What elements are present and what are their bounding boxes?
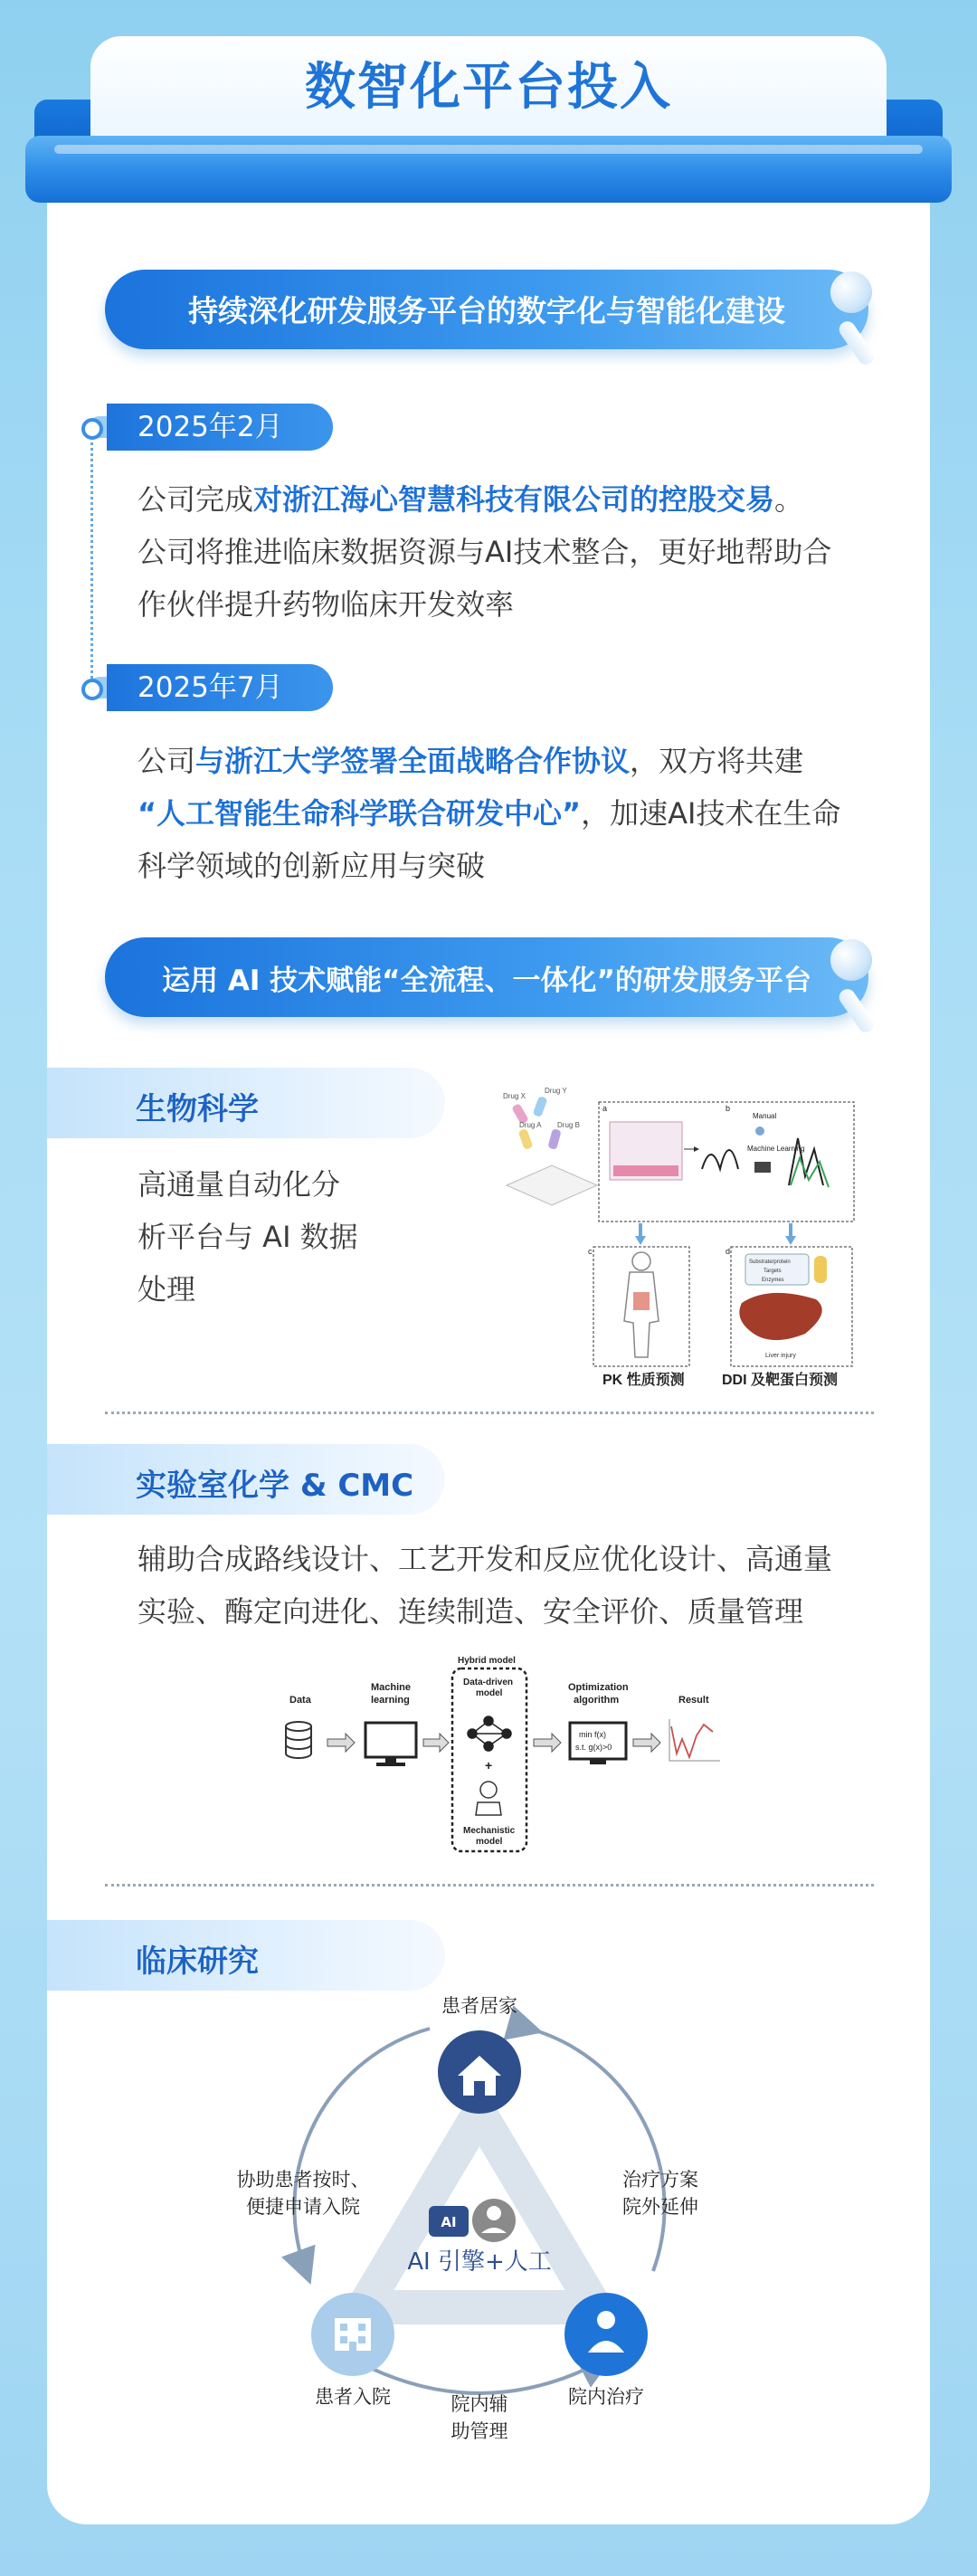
svg-text:Drug A: Drug A <box>519 1121 542 1129</box>
svg-text:协助患者按时、: 协助患者按时、 <box>236 2169 370 2191</box>
svg-text:助管理: 助管理 <box>451 2420 508 2442</box>
timeline-dot <box>81 418 103 440</box>
svg-text:Mechanistic: Mechanistic <box>463 1826 516 1836</box>
svg-text:Targets: Targets <box>764 1269 782 1274</box>
timeline-text-feb: 公司完成对浙江海心智慧科技有限公司的控股交易。 公司将推进临床数据资源与AI技术整合，更好地帮助合 作伙伴提升药物临床开发效率 <box>138 482 832 622</box>
svg-text:Liver injury: Liver injury <box>765 1353 796 1359</box>
timeline-dot <box>81 679 103 700</box>
svg-text:Drug B: Drug B <box>557 1121 580 1129</box>
bio-description: 高通量自动化分 析平台与 AI 数据 处理 <box>138 1167 358 1307</box>
svg-text:+: + <box>485 1758 493 1773</box>
date-tag-jul: 2025年7月 <box>107 664 333 711</box>
svg-text:algorithm: algorithm <box>574 1695 620 1706</box>
svg-text:Manual: Manual <box>753 1112 777 1120</box>
date-tag-feb: 2025年2月 <box>107 404 333 451</box>
arc-mgmt <box>357 2362 602 2393</box>
svg-text:Machine Learning: Machine Learning <box>747 1145 805 1153</box>
svg-text:便捷申请入院: 便捷申请入院 <box>246 2196 360 2218</box>
svg-text:AI: AI <box>441 2214 457 2230</box>
scientist-icon <box>476 1782 501 1815</box>
timeline-line <box>90 427 93 689</box>
svg-text:a: a <box>602 1104 608 1113</box>
svg-text:c: c <box>588 1247 593 1256</box>
svg-text:s.t. g(x)>0: s.t. g(x)>0 <box>575 1743 612 1752</box>
liver-icon <box>739 1293 821 1340</box>
clinical-cycle-diagram <box>208 1982 769 2470</box>
neural-network-icon <box>468 1716 511 1751</box>
svg-text:Hybrid model: Hybrid model <box>458 1656 516 1666</box>
treat-node <box>564 2293 648 2376</box>
svg-text:院内治疗: 院内治疗 <box>568 2386 644 2408</box>
svg-text:Data-driven: Data-driven <box>463 1678 514 1687</box>
category-label-clinical: 临床研究 <box>136 1944 259 1980</box>
cmc-figure <box>271 1652 733 1857</box>
svg-text:患者居家: 患者居家 <box>441 1995 517 2017</box>
svg-text:Result: Result <box>678 1695 709 1706</box>
cmc-description: 辅助合成路线设计、工艺开发和反应优化设计、高通量 实验、酶定向进化、连续制造、安全评价、质量管理 <box>138 1542 833 1629</box>
svg-text:b: b <box>726 1104 731 1113</box>
svg-text:d: d <box>726 1247 731 1256</box>
section-heading-digital: 持续深化研发服务平台的数字化与智能化建设 <box>188 293 785 328</box>
pin-ball-icon <box>830 939 872 981</box>
svg-text:治疗方案: 治疗方案 <box>622 2169 698 2191</box>
timeline-text-jul: 公司与浙江大学签署全面战略合作协议，双方将共建 “人工智能生命科学联合研发中心”，加速AI技术在生命 科学领域的创新应用与突破 <box>138 744 841 883</box>
svg-text:院外延伸: 院外延伸 <box>622 2196 698 2218</box>
svg-text:min f(x): min f(x) <box>579 1730 606 1739</box>
svg-text:院内辅: 院内辅 <box>451 2393 508 2415</box>
svg-text:Drug Y: Drug Y <box>545 1087 567 1095</box>
formula-screen <box>570 1723 626 1759</box>
svg-text:Data: Data <box>289 1695 311 1706</box>
pin-ball-icon <box>830 271 872 313</box>
arrow-icon <box>327 1734 355 1752</box>
svg-text:learning: learning <box>371 1695 410 1706</box>
banner-shine <box>54 145 923 154</box>
result-curve <box>671 1725 713 1757</box>
page-title: 数智化平台投入 <box>305 58 672 117</box>
divider <box>105 1884 874 1887</box>
svg-text:DDI 及靶蛋白预测: DDI 及靶蛋白预测 <box>722 1373 839 1388</box>
svg-text:PK 性质预测: PK 性质预测 <box>602 1373 685 1388</box>
svg-text:model: model <box>476 1837 503 1847</box>
category-label-cmc: 实验室化学 & CMC <box>136 1468 414 1504</box>
category-label-bio: 生物科学 <box>136 1091 259 1127</box>
svg-text:Drug X: Drug X <box>503 1092 526 1100</box>
bio-figure <box>498 1086 877 1393</box>
database-icon <box>286 1722 311 1758</box>
svg-text:Substrate/protein: Substrate/protein <box>749 1259 791 1265</box>
svg-text:Machine: Machine <box>371 1682 412 1693</box>
section-heading-ai: 运用 AI 技术赋能“全流程、一体化”的研发服务平台 <box>162 965 811 997</box>
svg-text:患者入院: 患者入院 <box>315 2386 391 2408</box>
svg-text:model: model <box>476 1688 503 1698</box>
divider <box>105 1412 874 1414</box>
svg-text:Optimization: Optimization <box>568 1682 629 1693</box>
monitor-icon <box>365 1723 416 1766</box>
plate-icon <box>507 1165 597 1205</box>
svg-text:Enzymes: Enzymes <box>762 1278 784 1283</box>
svg-text:AI 引擎+人工: AI 引擎+人工 <box>407 2248 552 2276</box>
